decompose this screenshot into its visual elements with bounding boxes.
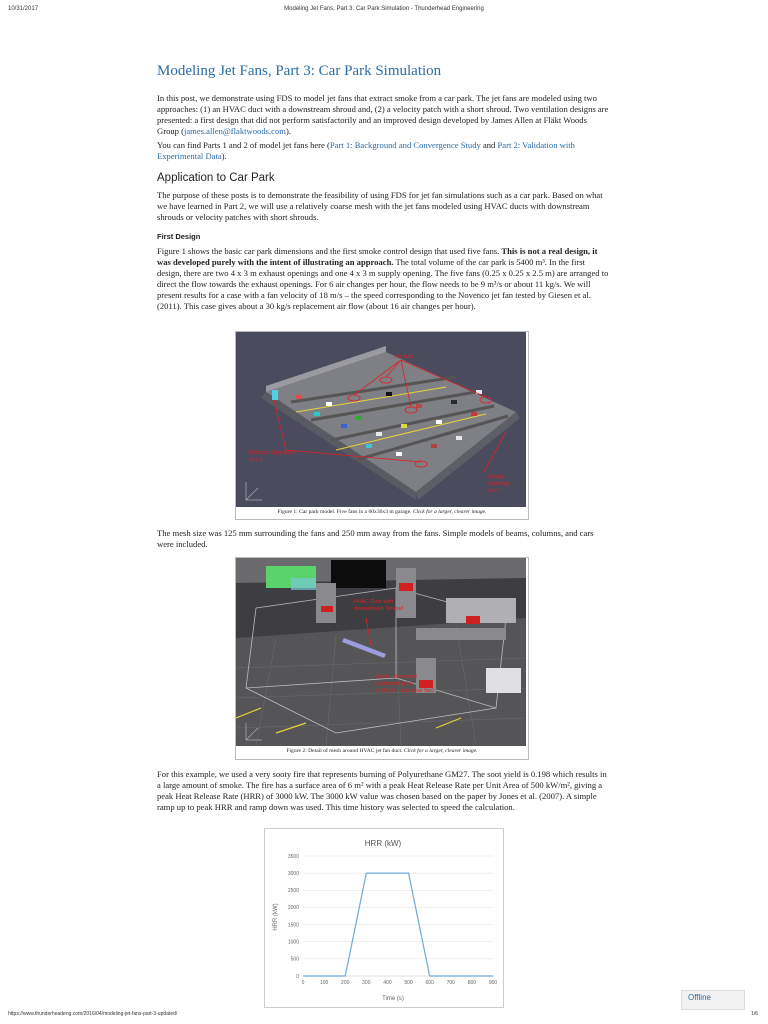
chart-x-axis-label: Time (s)	[382, 996, 404, 1002]
fig1-label-fans: Jet fans	[394, 354, 414, 360]
design-paragraph: Figure 1 shows the basic car park dimensions and the first smoke control design that used five fans. This is not a real design, it was developed purely with the intent of illustrating an approach. The total volume of the car park is 5400 m³. In the first design, there are two 4 x 3 m exhaust openings and one 4 x 3 m supply opening. The five fans (0.25 x 0.25 x 2.5 m) are arranged to direct the flow towards the exhaust openings. For 6 air changes per hour, the flow needs to be 9 m³/s or about 11 kg/s. We will present results for a case with a fan velocity of 18 m/s – the speed corresponding to the Novenco jet fan tested by Giesen et al. (2011). This case gives about a 30 kg/s replacement air flow (about 16 air changes per hour).	[157, 246, 609, 311]
chart-y-tick-label: 2000	[287, 905, 299, 912]
figure-1-image[interactable]	[236, 332, 526, 507]
chart-x-tick-label: 100	[319, 980, 329, 986]
print-url: https://www.thunderheadeng.com/2016/04/modeling-jet-fans-part-3-updated/	[8, 1011, 178, 1017]
part2-link[interactable]: Part 2: Validation with Experimental Data	[157, 140, 575, 161]
email-link[interactable]: james.allen@flaktwoods.com	[183, 126, 286, 136]
chart-y-tick-label: 1500	[287, 922, 299, 929]
svg-text:downstream Shroud: downstream Shroud	[354, 606, 404, 612]
hrr-chart	[264, 828, 504, 1008]
fig1-label-exhaust: Exhaust Openings	[250, 450, 295, 456]
svg-text:4 x 3: 4 x 3	[488, 488, 500, 494]
chart-x-tick-label: 800	[467, 980, 477, 986]
offline-badge[interactable]: Offline	[681, 990, 745, 1010]
chart-y-tick-label: 2500	[287, 888, 299, 895]
svg-text:4 x 3: 4 x 3	[250, 457, 262, 463]
chart-title: HRR (kW)	[364, 839, 402, 848]
chart-x-tick-label: 0	[301, 980, 305, 986]
figure-2-caption: Figure 2: Detail of mesh around HVAC jet fan duct. Click for a larger, clearer image.	[286, 748, 478, 754]
chart-x-tick-label: 200	[341, 980, 350, 986]
svg-text:surrounding fan: surrounding fan	[376, 681, 415, 687]
section-heading: Application to Car Park	[157, 172, 275, 184]
figure-1[interactable]	[235, 331, 529, 520]
chart-y-axis-label: HRR (kW)	[273, 903, 279, 931]
chart-x-tick-label: 700	[446, 980, 455, 986]
subheading-first-design: First Design	[157, 232, 201, 241]
chart-y-tick-label: 3000	[287, 870, 299, 877]
intro-paragraph: In this post, we demonstrate using FDS to model jet fans that extract smoke from a car park. The jet fans are modeled using two approaches: (1) an HVAC duct with a downstream shroud and, (2) a velocity patch with a short shroud. Two ventilation designs are presented: a first design that did not perform satisfactorily and an improved design developed by James Allen at Fläkt Woods Group (james.allen@flaktwoods.com).	[157, 93, 609, 136]
figure-2-image[interactable]	[236, 558, 526, 746]
chart-x-tick-label: 500	[404, 980, 413, 986]
chart-y-tick-label: 1000	[287, 939, 299, 946]
parts-paragraph: You can find Parts 1 and 2 of model jet fans here (Part 1: Background and Convergence Study and Part 2: Validation with Experimental Data).	[157, 140, 575, 161]
fig1-label-supply: Supply	[488, 474, 505, 480]
chart-y-tick-label: 500	[290, 956, 299, 963]
chart-y-tick-label: 0	[296, 973, 299, 980]
chart-x-tick-label: 900	[488, 980, 498, 986]
print-page-number: 1/6	[751, 1011, 758, 1017]
fig2-label-duct: HVAC Duct with	[354, 599, 394, 605]
svg-text:Opening: Opening	[488, 481, 509, 487]
mesh-paragraph: The mesh size was 125 mm surrounding the fans and 250 mm away from the fans. Simple models of beams, columns, and cars were included.	[157, 528, 594, 549]
section-paragraph: The purpose of these posts is to demonstrate the feasibility of using FDS for jet fan simulations such as a car park. Based on what we have learned in Part 2, we will use a relatively coarse mesh with the jet fans modeled using HVAC ducts with downstream shrouds or velocity patches with short shrouds.	[157, 190, 603, 222]
part1-link[interactable]: Part 1: Background and Convergence Study	[329, 140, 481, 150]
chart-y-tick-label: 3500	[287, 853, 299, 860]
hrr-chart-svg	[265, 829, 501, 1005]
chart-x-tick-label: 300	[362, 980, 371, 986]
figure-1-caption: Figure 1: Car park model. Five fans in a 60x30x3 m garage. Click for a larger, clearer image.	[277, 509, 487, 515]
figure-2[interactable]	[235, 557, 529, 760]
svg-text:(125 mm cells near fan): (125 mm cells near fan)	[376, 688, 434, 694]
figure-1-caption-link[interactable]: Click for a larger, clearer image.	[412, 509, 487, 515]
print-page-title: Modeling Jet Fans, Part 3: Car Park Simulation - Thunderhead Engineering	[284, 6, 484, 12]
figure-2-caption-link[interactable]: Click for a larger, clearer image.	[403, 748, 478, 754]
print-date: 10/31/2017	[8, 6, 39, 12]
chart-x-tick-label: 600	[425, 980, 434, 986]
article-title: Modeling Jet Fans, Part 3: Car Park Simulation	[157, 63, 442, 79]
fig2-label-mesh: Mesh refinement	[376, 674, 417, 680]
fire-paragraph: For this example, we used a very sooty fire that represents burning of Polyurethane GM27. The soot yield is 0.198 which results in a large amount of smoke. The fire has a surface area of 6 m² with a peak Heat Release Rate per Unit Area of 500 kW/m², giving a peak Heat Release Rate (HRR) of 3000 kW. The 3000 kW value was chosen based on the paper by Jones et al. (2007). A simple ramp up to peak HRR and ramp down was used. This time history was selected to speed the calculation.	[157, 769, 607, 812]
chart-x-tick-label: 400	[383, 980, 392, 986]
